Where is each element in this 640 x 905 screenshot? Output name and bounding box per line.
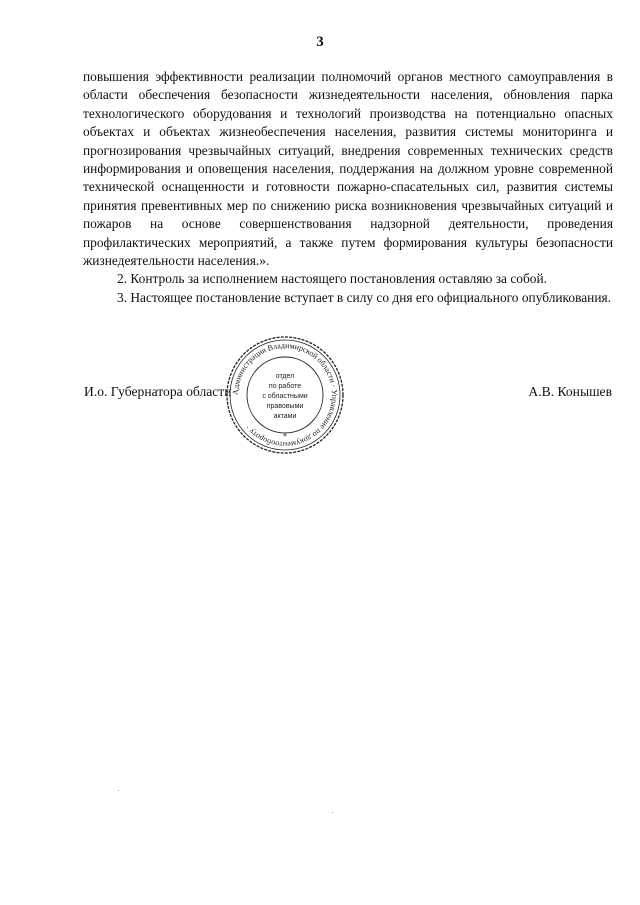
stamp-center-line: по работе (268, 383, 302, 390)
signatory-position: И.о. Губернатора области (84, 384, 232, 399)
document-body (83, 68, 613, 307)
stamp-ring-text: Администрация Владимирской области · Управление по документообороту · (230, 340, 340, 450)
page-number: 3 (316, 34, 324, 50)
body-paragraph-2: 2. Контроль за исполнением настоящего постановления оставляю за собой. (117, 271, 548, 287)
official-stamp (224, 334, 346, 456)
stamp-star-icon: * (283, 432, 287, 441)
stamp-center-line: отдел (275, 373, 295, 380)
stamp-center-line: правовыми (266, 403, 304, 410)
stamp-center-line: с областными (262, 393, 308, 400)
scan-speck (332, 812, 333, 813)
body-paragraph-3: 3. Настоящее постановление вступает в силу со дня его официального опубликования. (117, 289, 611, 305)
signatory-name: А.В. Конышев (528, 384, 612, 399)
scan-speck (118, 790, 119, 791)
stamp-center-line: актами (273, 413, 297, 420)
body-paragraph-1: повышения эффективности реализации полномочий органов местного самоуправления в области обеспечения безопасности жизнедеятельности населения, обновления парка технологического оборудования и технологий производства на потенциально опасных объектах и объектах жизнеобеспечения населения, развития системы мониторинга и прогнозирования чрезвычайных ситуаций, внедрения современных технических средств информирования и оповещения населения, поддержания на должном уровне современной технической оснащенности и готовности пожарно-спасательных сил, развития системы принятия превентивных мер по снижению риска возникновения чрезвычайных ситуаций и пожаров на основе совершенствования надзорной деятельности, проведения профилактических мероприятий, а также путем формирования культуры безопасности жизнедеятельности населения.». (83, 69, 613, 269)
